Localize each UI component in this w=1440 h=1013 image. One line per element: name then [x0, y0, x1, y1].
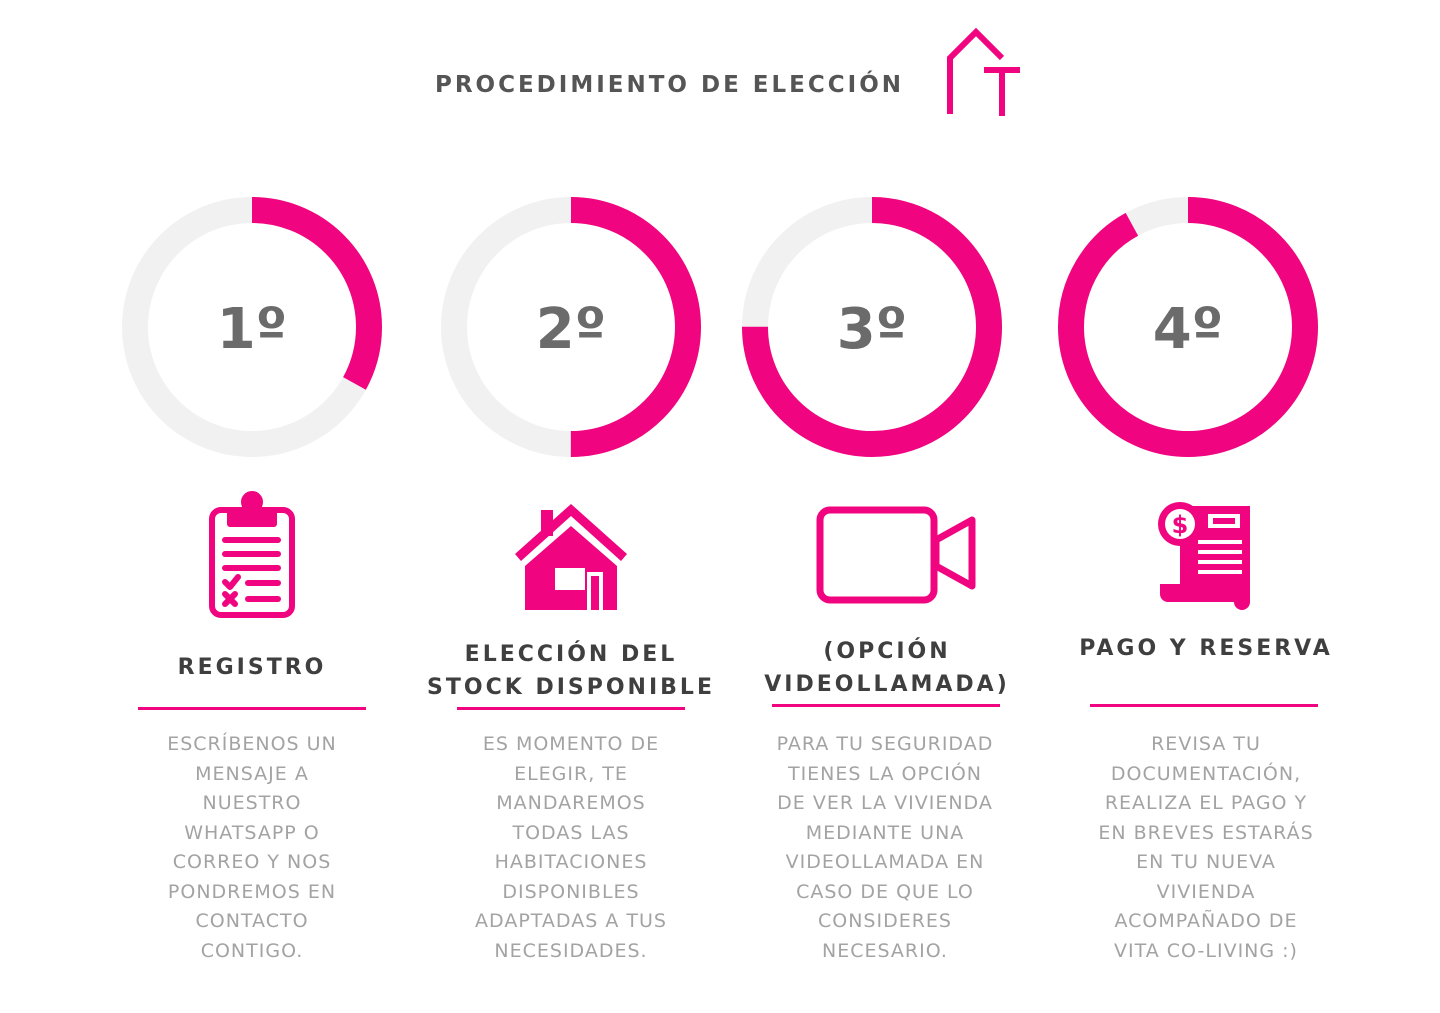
step-description: PARA TU SEGURIDAD TIENES LA OPCIÓN DE VER LA VIVIENDA MEDIANTE UNA VIDEOLLAMADA EN CASO DE QUE LO CONSIDERES NECESARIO.: [776, 733, 994, 962]
step-1: [102, 0, 402, 1013]
progress-ring: [1038, 190, 1338, 470]
divider: [457, 707, 685, 710]
progress-ring: [421, 190, 721, 470]
step-number: 2º: [535, 297, 607, 362]
divider: [1090, 704, 1318, 707]
step-title: PAGO Y RESERVA: [1079, 636, 1333, 661]
step-number: 3º: [836, 297, 908, 362]
page-title: PROCEDIMIENTO DE ELECCIÓN: [434, 72, 904, 98]
step-description: ES MOMENTO DE ELEGIR, TE MANDAREMOS TODAS LAS HABITACIONES DISPONIBLES ADAPTADAS A TUS NECESIDADES.: [475, 733, 667, 962]
step-4: [1038, 0, 1338, 1013]
divider: [138, 707, 366, 710]
step-title: (OPCIÓN VIDEOLLAMADA): [764, 639, 1010, 697]
step-title: REGISTRO: [177, 655, 327, 680]
progress-ring: [722, 190, 1022, 470]
step-description: ESCRÍBENOS UN MENSAJE A NUESTRO WHATSAPP O CORREO Y NOS PONDREMOS EN CONTACTO CONTIGO.: [167, 733, 337, 962]
step-number: 1º: [216, 297, 288, 362]
divider: [772, 704, 1000, 707]
step-2: [421, 0, 721, 1013]
step-title: ELECCIÓN DEL STOCK DISPONIBLE: [427, 642, 715, 700]
clipboard-checklist-icon: [102, 488, 402, 623]
house-icon: [421, 488, 721, 623]
step-description: REVISA TU DOCUMENTACIÓN, REALIZA EL PAGO Y EN BREVES ESTARÁS EN TU NUEVA VIVIENDA ACOMPAÑADO DE VITA CO-LIVING :): [1098, 733, 1314, 962]
video-camera-icon: [722, 488, 1022, 623]
invoice-dollar-icon: [1038, 488, 1338, 623]
step-3: [722, 0, 1022, 1013]
step-number: 4º: [1152, 297, 1224, 362]
progress-ring: [102, 190, 402, 470]
svg-text:$: $: [1171, 511, 1189, 539]
